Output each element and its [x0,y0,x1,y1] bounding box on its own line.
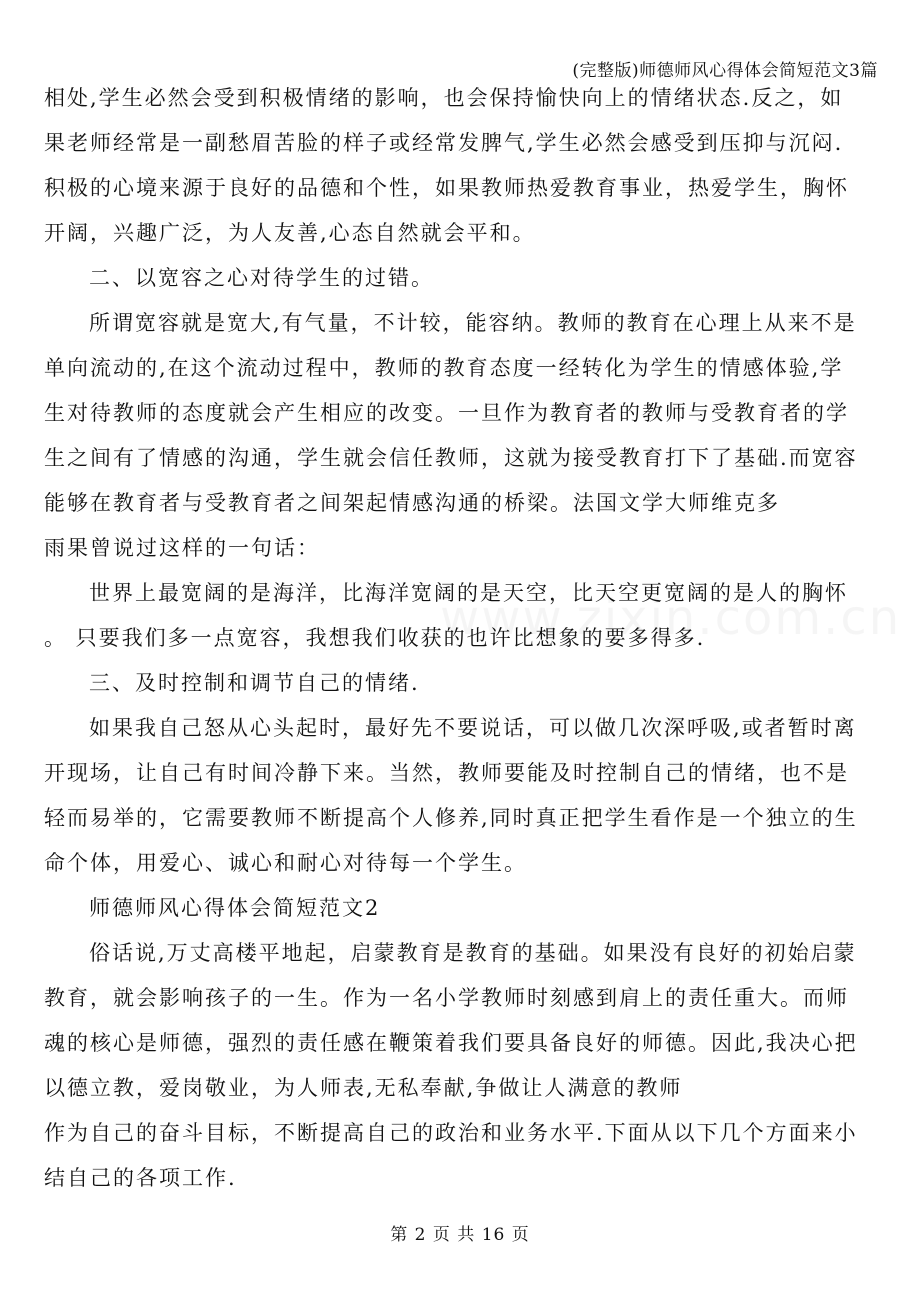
text-line: 开现场，让自己有时间冷静下来。当然，教师要能及时控制自己的情绪，也不是 [44,761,849,785]
document-body [44,76,868,1201]
text-line: 能够在教育者与受教育者之间架起情感沟通的桥梁。法国文学大师维克多 [44,491,780,515]
text-line: 师德师风心得体会简短范文2 [89,896,381,920]
text-line: 作为自己的奋斗目标，不断提高自己的政治和业务水平.下面从以下几个方面来小 [44,1121,858,1145]
text-line: 轻而易举的，它需要教师不断提高个人修养,同时真正把学生看作是一个独立的生 [44,806,858,830]
text-line: 相处,学生必然会受到积极情绪的影响，也会保持愉快向上的情绪状态.反之，如 [44,86,844,110]
text-line: 俗话说,万丈高楼平地起，启蒙教育是教育的基础。如果没有良好的初始启蒙 [89,941,857,965]
page-header: (完整版)师德师风心得体会简短范文3篇 [572,61,878,81]
text-line: 雨果曾说过这样的一句话： [44,536,320,560]
text-line: 三、及时控制和调节自己的情绪. [89,671,420,695]
text-line: 生之间有了情感的沟通，学生就会信任教师，这就为接受教育打下了基础.而宽容 [44,446,858,470]
text-line: 生对待教师的态度就会产生相应的改变。一旦作为教育者的教师与受教育者的学 [44,401,849,425]
text-line: 世界上最宽阔的是海洋，比海洋宽阔的是天空，比天空更宽阔的是人的胸怀 [89,581,848,605]
text-line: 如果我自己怒从心头起时，最好先不要说话，可以做几次深呼吸,或者暂时离 [89,716,857,740]
text-line: 积极的心境来源于良好的品德和个性，如果教师热爱教育事业，热爱学生，胸怀 [44,176,849,200]
page-footer: 第 2 页 共 16 页 [390,1225,530,1245]
text-line: 以德立教，爱岗敬业，为人师表,无私奉献,争做让人满意的教师 [44,1076,683,1100]
text-line: 所谓宽容就是宽大,有气量，不计较，能容纳。教师的教育在心理上从来不是 [89,311,857,335]
text-line: 魂的核心是师德，强烈的责任感在鞭策着我们要具备良好的师德。因此,我决心把 [44,1031,858,1055]
text-line: 果老师经常是一副愁眉苦脸的样子或经常发脾气,学生必然会感受到压抑与沉闷. [44,131,844,155]
text-line: 二、以宽容之心对待学生的过错。 [89,266,434,290]
text-line: 结自己的各项工作. [44,1166,237,1190]
text-line: 开阔，兴趣广泛，为人友善,心态自然就会平和。 [44,221,536,245]
text-line: 教育，就会影响孩子的一生。作为一名小学教师时刻感到肩上的责任重大。而师 [44,986,849,1010]
text-line: 。 只要我们多一点宽容，我想我们收获的也许比想象的要多得多. [44,626,706,650]
text-line: 单向流动的,在这个流动过程中，教师的教育态度一经转化为学生的情感体验,学 [44,356,844,380]
text-line: 命个体，用爱心、诚心和耐心对待每一个学生。 [44,851,527,875]
